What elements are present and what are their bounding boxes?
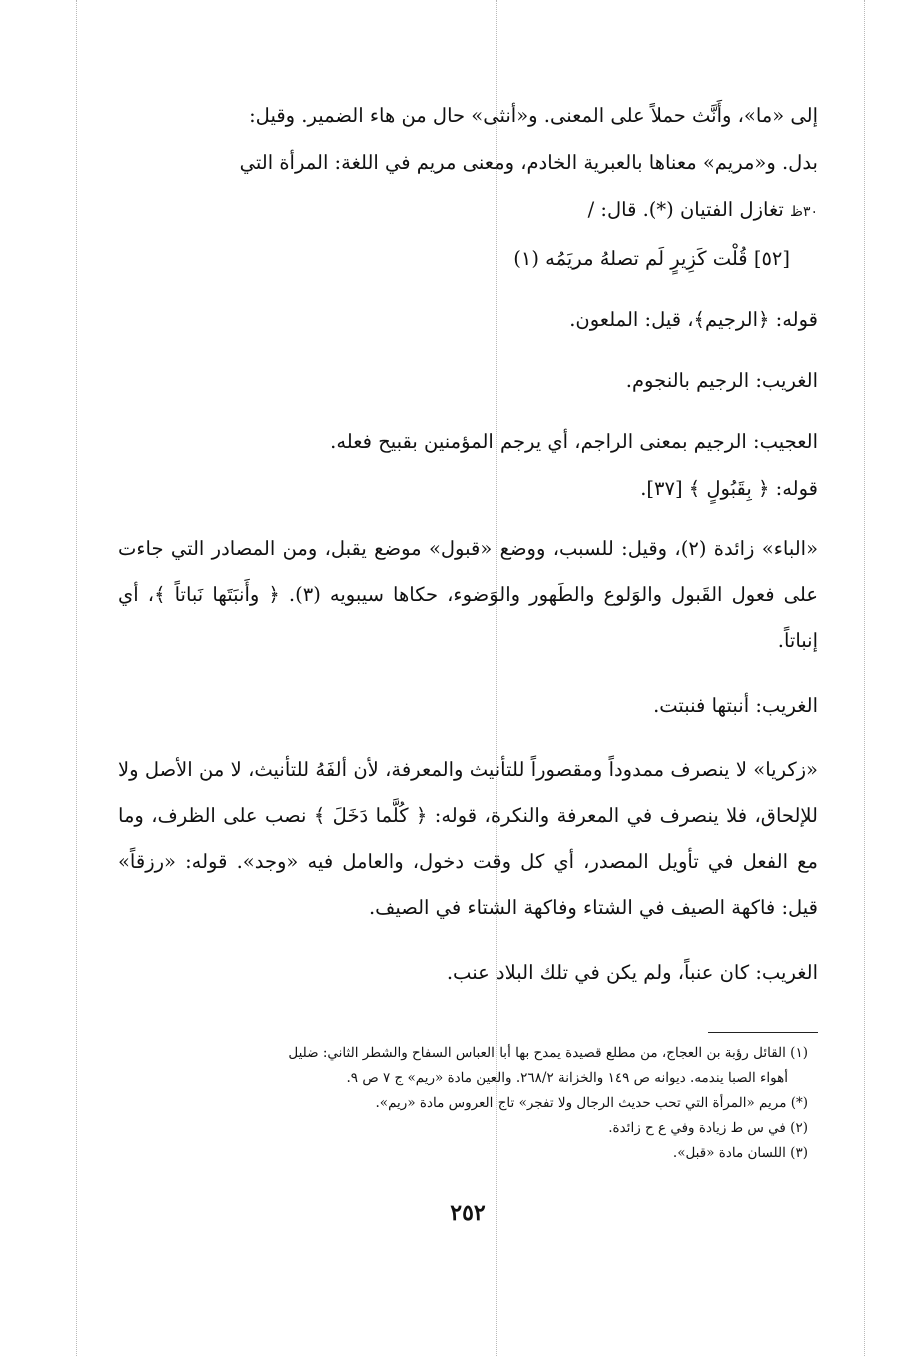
footnote-star: (*) مريم «المرأة التي تحب حديث الرجال ولا تفجر» تاج العروس مادة «ريم».	[375, 1095, 808, 1111]
footnote-1: (١) القائل رؤبة بن العجاج، من مطلع قصيدة يمدح بها أبا العباس السفاح والشطر الثاني: ضليل	[288, 1045, 808, 1061]
scan-guide-line-left	[76, 0, 77, 1356]
paragraph-gharib-3: الغريب: كان عنباً، ولم يكن في تلك البلاد عنب.	[446, 961, 818, 984]
scan-guide-line-right	[864, 0, 865, 1356]
paragraph-qabul: قوله: ﴿ بِقَبُولٍ ﴾ [٣٧].	[640, 477, 818, 500]
footnotes	[118, 1041, 818, 1166]
text-line-1: إلى «ما»، وأَنَّث حملاً على المعنى. و«أنثى» حال من هاء الضمير. وقيل:	[249, 104, 818, 127]
footnote-2: (٢) في س ط زيادة وفي ع ح زائدة.	[608, 1120, 808, 1136]
paragraph-gharib-2: الغريب: أنبتها فنبتت.	[653, 694, 818, 717]
paragraph-gharib-1: الغريب: الرجيم بالنجوم.	[625, 369, 818, 392]
paragraph-rajim: قوله: ﴿الرجيم﴾، قيل: الملعون.	[569, 308, 818, 331]
paragraph-ajib: العجيب: الرجيم بمعنى الراجم، أي يرجم المؤمنين بقبيح فعله.	[330, 430, 818, 453]
footnote-3: (٣) اللسان مادة «قبل».	[672, 1145, 808, 1161]
footnote-1-continued: أهواء الصبا يندمه. ديوانه ص ١٤٩ والخزانة ٢٦٨/٢. والعين مادة «ريم» ج ٧ ص ٩.	[346, 1070, 788, 1086]
text-line-3	[118, 186, 818, 236]
paragraph-baa: «الباء» زائدة (٢)، وقيل: للسبب، ووضع «قبول» موضع يقبل، ومن المصادر التي جاءت على فعول القَبول والوَلوع والطَهور والوَضوء، حكاها سيبويه (٣). ﴿ وأَنبَتَها نَباتاً ﴾، أي إنباتاً.	[118, 537, 819, 652]
margin-folio-note: ٣٠ظ	[790, 204, 818, 220]
text-line-3-body: تغازل الفتيان (*). قال: /	[587, 198, 784, 221]
footnote-separator	[708, 1032, 818, 1033]
document-page	[118, 92, 818, 1226]
paragraph-zakariya: «زكريا» لا ينصرف ممدوداً ومقصوراً للتأنيث والمعرفة، لأن ألفَهُ للتأنيث، لا من الأصل ولا للإلحاق، فلا ينصرف في المعرفة والنكرة، قوله: ﴿ كُلَّما دَخَلَ ﴾ نصب على الظرف، وما مع الفعل في تأويل المصدر، أي كل وقت دخول، والعامل فيه «وجد». قوله: «رزقاً» قيل: فاكهة الصيف في الشتاء وفاكهة الشتاء في الصيف.	[118, 758, 818, 919]
main-text	[118, 92, 818, 996]
text-line-2: بدل. و«مريم» معناها بالعبرية الخادم، ومعنى مريم في اللغة: المرأة التي	[239, 151, 818, 174]
page-number: ٢٥٢	[450, 1200, 486, 1226]
verse-52: [٥٢] قُلْت كَزِيرٍ لَم تصلهُ مريَمُه (١)	[513, 247, 790, 270]
